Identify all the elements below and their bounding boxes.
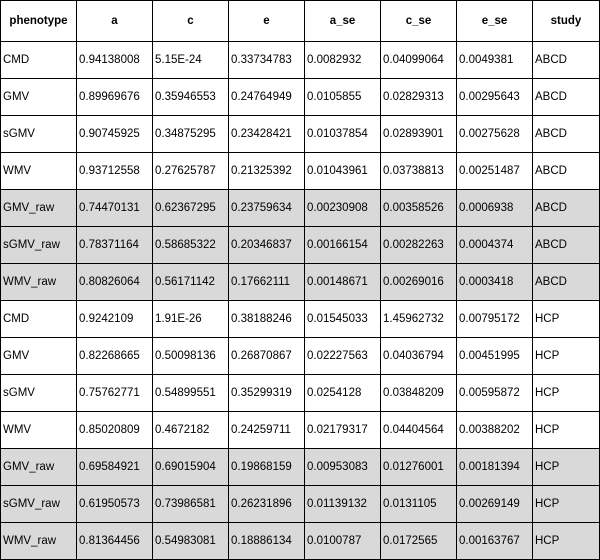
cell-e: 0.23759634	[229, 190, 305, 227]
cell-phenotype: WMV_raw	[1, 264, 77, 301]
table-row	[1, 116, 600, 153]
cell-study: HCP	[533, 412, 600, 449]
cell-a-se: 0.0100787	[305, 523, 381, 560]
table-row	[1, 153, 600, 190]
cell-c: 0.62367295	[153, 190, 229, 227]
column-header-e: e	[229, 1, 305, 42]
cell-study: ABCD	[533, 116, 600, 153]
cell-study: ABCD	[533, 42, 600, 79]
cell-c: 0.4672182	[153, 412, 229, 449]
cell-a-se: 0.00166154	[305, 227, 381, 264]
cell-phenotype: GMV_raw	[1, 190, 77, 227]
table-row	[1, 523, 600, 560]
cell-c-se: 0.03848209	[381, 375, 457, 412]
cell-study: ABCD	[533, 227, 600, 264]
cell-c: 0.34875295	[153, 116, 229, 153]
cell-e-se: 0.0004374	[457, 227, 533, 264]
cell-e-se: 0.00163767	[457, 523, 533, 560]
table-row	[1, 301, 600, 338]
cell-study: ABCD	[533, 190, 600, 227]
cell-study: ABCD	[533, 153, 600, 190]
cell-phenotype: GMV	[1, 338, 77, 375]
cell-c-se: 0.0131105	[381, 486, 457, 523]
cell-a: 0.74470131	[77, 190, 153, 227]
cell-a-se: 0.00953083	[305, 449, 381, 486]
column-header-a: a	[77, 1, 153, 42]
cell-a-se: 0.01037854	[305, 116, 381, 153]
cell-e-se: 0.00251487	[457, 153, 533, 190]
column-header-e-se: e_se	[457, 1, 533, 42]
cell-c: 0.27625787	[153, 153, 229, 190]
cell-phenotype: WMV	[1, 412, 77, 449]
cell-e: 0.21325392	[229, 153, 305, 190]
cell-a-se: 0.02179317	[305, 412, 381, 449]
cell-study: HCP	[533, 449, 600, 486]
cell-a-se: 0.0082932	[305, 42, 381, 79]
cell-a-se: 0.01545033	[305, 301, 381, 338]
cell-e: 0.38188246	[229, 301, 305, 338]
cell-a: 0.80826064	[77, 264, 153, 301]
cell-phenotype: sGMV	[1, 116, 77, 153]
cell-e: 0.24764949	[229, 79, 305, 116]
column-header-a-se: a_se	[305, 1, 381, 42]
cell-a: 0.90745925	[77, 116, 153, 153]
cell-study: HCP	[533, 375, 600, 412]
header-row	[1, 1, 600, 42]
cell-c-se: 0.04404564	[381, 412, 457, 449]
cell-e-se: 0.00451995	[457, 338, 533, 375]
cell-c-se: 0.02829313	[381, 79, 457, 116]
cell-study: ABCD	[533, 79, 600, 116]
cell-study: HCP	[533, 338, 600, 375]
cell-phenotype: sGMV_raw	[1, 486, 77, 523]
cell-c: 0.56171142	[153, 264, 229, 301]
cell-a: 0.85020809	[77, 412, 153, 449]
cell-study: HCP	[533, 301, 600, 338]
cell-study: HCP	[533, 486, 600, 523]
table-row	[1, 412, 600, 449]
cell-a-se: 0.01043961	[305, 153, 381, 190]
cell-c: 0.35946553	[153, 79, 229, 116]
column-header-c: c	[153, 1, 229, 42]
cell-c: 0.58685322	[153, 227, 229, 264]
column-header-c-se: c_se	[381, 1, 457, 42]
column-header-phenotype: phenotype	[1, 1, 77, 42]
cell-a: 0.61950573	[77, 486, 153, 523]
cell-c-se: 0.00282263	[381, 227, 457, 264]
table-row	[1, 338, 600, 375]
cell-e-se: 0.00388202	[457, 412, 533, 449]
cell-a: 0.94138008	[77, 42, 153, 79]
cell-e-se: 0.0003418	[457, 264, 533, 301]
cell-a-se: 0.00148671	[305, 264, 381, 301]
cell-c-se: 0.00358526	[381, 190, 457, 227]
cell-phenotype: CMD	[1, 301, 77, 338]
cell-c-se: 0.00269016	[381, 264, 457, 301]
cell-c-se: 0.04099064	[381, 42, 457, 79]
cell-phenotype: sGMV	[1, 375, 77, 412]
cell-a: 0.69584921	[77, 449, 153, 486]
cell-a: 0.89969676	[77, 79, 153, 116]
cell-phenotype: WMV_raw	[1, 523, 77, 560]
cell-a: 0.78371164	[77, 227, 153, 264]
cell-e-se: 0.00795172	[457, 301, 533, 338]
cell-c-se: 1.45962732	[381, 301, 457, 338]
cell-c-se: 0.04036794	[381, 338, 457, 375]
cell-e: 0.33734783	[229, 42, 305, 79]
cell-a: 0.9242109	[77, 301, 153, 338]
cell-c: 5.15E-24	[153, 42, 229, 79]
cell-a-se: 0.00230908	[305, 190, 381, 227]
table-body	[1, 42, 600, 560]
cell-e: 0.35299319	[229, 375, 305, 412]
cell-e: 0.19868159	[229, 449, 305, 486]
table-row	[1, 42, 600, 79]
table-row	[1, 79, 600, 116]
cell-e: 0.24259711	[229, 412, 305, 449]
cell-phenotype: GMV_raw	[1, 449, 77, 486]
cell-phenotype: WMV	[1, 153, 77, 190]
table-row	[1, 190, 600, 227]
cell-a-se: 0.01139132	[305, 486, 381, 523]
cell-a-se: 0.02227563	[305, 338, 381, 375]
cell-c-se: 0.01276001	[381, 449, 457, 486]
cell-e: 0.26870867	[229, 338, 305, 375]
cell-a: 0.81364456	[77, 523, 153, 560]
cell-a-se: 0.0105855	[305, 79, 381, 116]
cell-e: 0.23428421	[229, 116, 305, 153]
cell-c: 0.50098136	[153, 338, 229, 375]
cell-study: ABCD	[533, 264, 600, 301]
cell-e-se: 0.0006938	[457, 190, 533, 227]
table-row	[1, 227, 600, 264]
cell-study: HCP	[533, 523, 600, 560]
cell-a: 0.75762771	[77, 375, 153, 412]
cell-c: 1.91E-26	[153, 301, 229, 338]
column-header-study: study	[533, 1, 600, 42]
cell-e-se: 0.00595872	[457, 375, 533, 412]
cell-a: 0.82268665	[77, 338, 153, 375]
cell-e-se: 0.00181394	[457, 449, 533, 486]
table-row	[1, 375, 600, 412]
table-row	[1, 449, 600, 486]
cell-c-se: 0.03738813	[381, 153, 457, 190]
cell-c-se: 0.0172565	[381, 523, 457, 560]
cell-c: 0.54983081	[153, 523, 229, 560]
cell-c: 0.69015904	[153, 449, 229, 486]
cell-e: 0.26231896	[229, 486, 305, 523]
cell-e: 0.20346837	[229, 227, 305, 264]
cell-e-se: 0.00269149	[457, 486, 533, 523]
cell-e: 0.17662111	[229, 264, 305, 301]
cell-phenotype: CMD	[1, 42, 77, 79]
table-row	[1, 264, 600, 301]
cell-phenotype: sGMV_raw	[1, 227, 77, 264]
table-row	[1, 486, 600, 523]
cell-e-se: 0.00295643	[457, 79, 533, 116]
cell-e-se: 0.00275628	[457, 116, 533, 153]
cell-c-se: 0.02893901	[381, 116, 457, 153]
cell-e-se: 0.0049381	[457, 42, 533, 79]
cell-e: 0.18886134	[229, 523, 305, 560]
cell-phenotype: GMV	[1, 79, 77, 116]
cell-a-se: 0.0254128	[305, 375, 381, 412]
cell-a: 0.93712558	[77, 153, 153, 190]
cell-c: 0.54899551	[153, 375, 229, 412]
cell-c: 0.73986581	[153, 486, 229, 523]
